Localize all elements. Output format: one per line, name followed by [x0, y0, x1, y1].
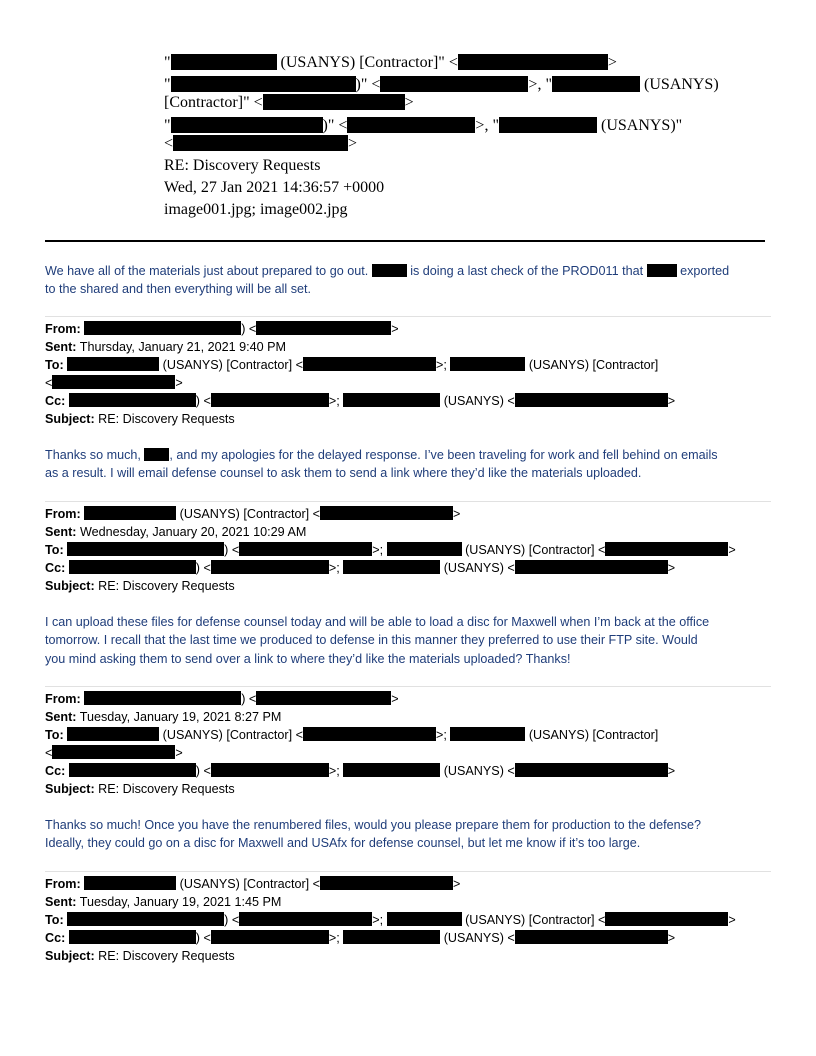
message-body-3: I can upload these files for defense counsel today and will be able to load a disc for Maxwell when I’m back at the office tomorrow. I recall that the last time we produced to defense in this manner they preferred to use their FTP site. Would you mind asking them to send over a link to where they’d like the materials uploaded? Thanks!: [45, 615, 710, 666]
redaction-box: [67, 542, 224, 556]
redaction-box: [171, 76, 356, 92]
document-page: " (USANYS) [Contractor]" < > " )" < >, " (USANYS) [Contractor]" < > " )" < >, " (USANYS)" < > RE: Discovery Requests Wed, 27 Jan 2021 14:36:57 +0000 image001.jpg; image002.jpg We have all of the materials just about prepared to go out. is doing a last check of the PROD011 that exported to the shared and then everything will be all set. From: ) < > Sent: Thursday, January 21, 2021 9:40 PM To: (USANYS) [Contractor] < >; (USANYS) [Contractor] < > Cc: ) < >; (USANYS) < > Subject: RE: Discovery Requests Thanks so much, , and my apologies for the delayed response. I’ve been traveling for work and fell behind on emails as a result. I will email defense counsel to ask them to send a link where they’d like the materials uploaded. From: (USANYS) [Contractor] < > Sent: Wednesday, January 20, 2021 10:29 AM To: ) < >; (USANYS) [Contractor] < > Cc: ) < >; (USANYS) < > Subject: RE: Discovery Requests I can upload these files for defense counsel today and will be able to load a disc for Maxwell when I’m back at the office tomorrow. I recall that the last time we produced to defense in this manner they preferred to use their FTP site. Would you mind asking them to send over a link to where they’d like the materials uploaded? Thanks! From: ) < > Sent: Tuesday, January 19, 2021 8:27 PM To: (USANYS) [Contractor] < >; (USANYS) [Contractor] < > Cc: ) < >; (USANYS) < > Subject: RE: Discovery Requests Thanks so much! Once you have the renumbered files, would you please prepare them for production to the defense? Ideally, they could go on a disc for Maxwell and USAfx for defense counsel, but let me know if it’s too large. From: (USANYS) [Contractor] < > Sent: Tuesday, January 19, 2021 1:45 PM To: ) < >; (USANYS) [Contractor] < > Cc: ) < >; (USANYS) < > Subject: RE: Discovery Requests: [0, 0, 816, 1056]
redaction-box: [84, 691, 241, 705]
quoted-header-1: From: ) < > Sent: Thursday, January 21, 2021 9:40 PM To: (USANYS) [Contractor] < >; (USANYS) [Contractor] < > Cc: ) < >; (USANYS) < > Subject: RE: Discovery Requests: [45, 322, 676, 426]
redaction-box: [67, 912, 224, 926]
redaction-box: [211, 763, 329, 777]
message-body-2: Thanks so much, , and my apologies for the delayed response. I’ve been traveling for work and fell behind on emails as a result. I will email defense counsel to ask them to send a link where they’d like the materials uploaded.: [45, 448, 718, 481]
message-body-4: Thanks so much! Once you have the renumbered files, would you please prepare them for production to the defense? Ideally, they could go on a disc for Maxwell and USAfx for defense counsel, but let me know if it’s too large.: [45, 818, 701, 851]
redaction-box: [84, 506, 176, 520]
redaction-box: [320, 506, 453, 520]
redaction-box: [605, 912, 728, 926]
redaction-box: [173, 135, 348, 151]
redaction-box: [67, 727, 159, 741]
redaction-box: [387, 542, 462, 556]
header-inline-images-value: image001.jpg; image002.jpg: [164, 201, 348, 218]
header-date-value: Wed, 27 Jan 2021 14:36:57 +0000: [164, 179, 385, 196]
message-separator: [45, 316, 771, 317]
redaction-box: [52, 375, 175, 389]
redaction-box: [450, 727, 525, 741]
message-separator: [45, 501, 771, 502]
header-divider: [45, 240, 765, 242]
redaction-box: [84, 321, 241, 335]
redaction-box: [552, 76, 640, 92]
redaction-box: [380, 76, 528, 92]
redaction-box: [515, 930, 668, 944]
redaction-box: [67, 357, 159, 371]
quoted-header-2: From: (USANYS) [Contractor] < > Sent: Wednesday, January 20, 2021 10:29 AM To: ) < >; (USANYS) [Contractor] < > Cc: ) < >; (USANYS) < > Subject: RE: Discovery Requests: [45, 507, 736, 593]
quoted-header-3: From: ) < > Sent: Tuesday, January 19, 2021 8:27 PM To: (USANYS) [Contractor] < >; (USANYS) [Contractor] < > Cc: ) < >; (USANYS) < > Subject: RE: Discovery Requests: [45, 692, 676, 796]
redaction-box: [605, 542, 728, 556]
quoted-header-4: From: (USANYS) [Contractor] < > Sent: Tuesday, January 19, 2021 1:45 PM To: ) < >; (USANYS) [Contractor] < > Cc: ) < >; (USANYS) < > Subject: RE: Discovery Requests: [45, 877, 736, 963]
redaction-box: [256, 691, 391, 705]
redaction-box: [171, 54, 277, 70]
redaction-box: [343, 393, 440, 407]
redaction-box: [303, 357, 436, 371]
redaction-box: [347, 117, 475, 133]
redaction-box: [515, 763, 668, 777]
redaction-box: [343, 560, 440, 574]
redaction-box: [387, 912, 462, 926]
redaction-box: [211, 560, 329, 574]
redaction-box: [343, 763, 440, 777]
redaction-box: [372, 264, 407, 277]
redaction-box: [144, 448, 169, 461]
redaction-box: [256, 321, 391, 335]
redaction-box: [450, 357, 525, 371]
redaction-box: [239, 912, 372, 926]
redaction-box: [171, 117, 323, 133]
redaction-box: [343, 930, 440, 944]
redaction-box: [69, 393, 196, 407]
redaction-box: [211, 930, 329, 944]
redaction-box: [515, 560, 668, 574]
redaction-box: [84, 876, 176, 890]
redaction-box: [647, 264, 677, 277]
redaction-box: [69, 763, 196, 777]
redaction-box: [211, 393, 329, 407]
redaction-box: [515, 393, 668, 407]
message-separator: [45, 686, 771, 687]
message-body-1: We have all of the materials just about prepared to go out. is doing a last check of the PROD011 that exported to the shared and then everything will be all set.: [45, 264, 730, 297]
header-subject-value: RE: Discovery Requests: [164, 157, 321, 174]
message-separator: [45, 871, 771, 872]
redaction-box: [52, 745, 175, 759]
redaction-box: [303, 727, 436, 741]
redaction-box: [263, 94, 405, 110]
redaction-box: [499, 117, 597, 133]
redaction-box: [320, 876, 453, 890]
redaction-box: [69, 560, 196, 574]
redaction-box: [458, 54, 608, 70]
redaction-box: [69, 930, 196, 944]
redaction-box: [239, 542, 372, 556]
